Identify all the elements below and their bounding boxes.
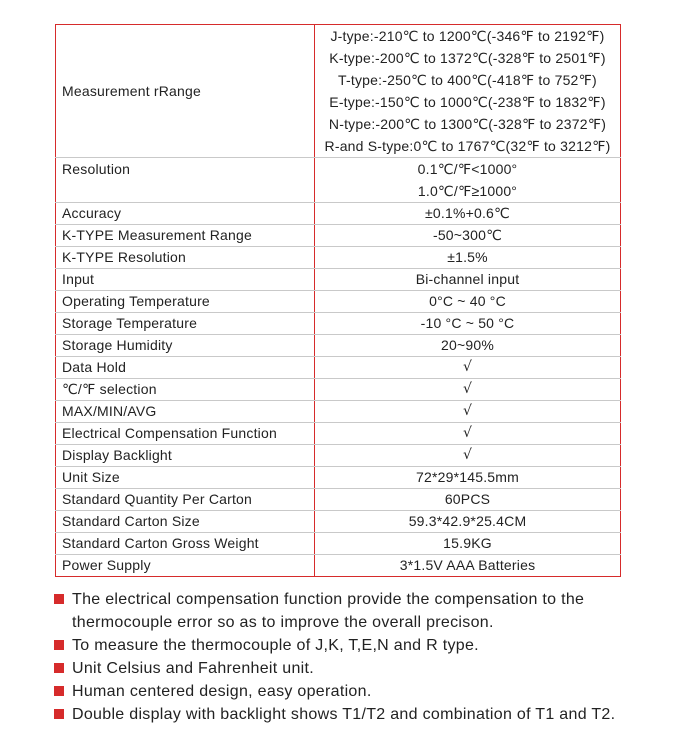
range-line: T-type:-250℃ to 400℃(-418℉ to 752℉) (338, 72, 597, 88)
spec-row (56, 401, 621, 423)
spec-label: K-TYPE Measurement Range (56, 225, 315, 247)
spec-row (56, 467, 621, 489)
resolution-line: 1.0℃/℉≥1000° (417, 183, 518, 199)
feature-text: Human centered design, easy operation. (72, 683, 372, 700)
spec-value: 3*1.5V AAA Batteries (315, 555, 621, 577)
spec-row (56, 225, 621, 247)
spec-row (56, 291, 621, 313)
spec-label: Storage Temperature (56, 313, 315, 335)
check-mark: √ (315, 401, 621, 423)
spec-label: Accuracy (56, 203, 315, 225)
spec-row (56, 423, 621, 445)
spec-label: ℃/℉ selection (56, 379, 315, 401)
feature-text: Unit Celsius and Fahrenheit unit. (72, 660, 315, 677)
check-mark: √ (315, 423, 621, 445)
feature-text: The electrical compensation function provide the compensation to the thermocouple error so as to improve the overall precison. (72, 591, 585, 631)
spec-row (56, 269, 621, 291)
spec-label: Unit Size (56, 467, 315, 489)
feature-text: Double display with backlight shows T1/T2 and combination of T1 and T2. (72, 706, 616, 723)
square-bullet-icon (54, 594, 64, 604)
spec-row (56, 489, 621, 511)
feature-list (54, 588, 654, 726)
spec-value (315, 158, 621, 203)
spec-label: Standard Carton Gross Weight (56, 533, 315, 555)
spec-row (56, 445, 621, 467)
feature-item (54, 657, 654, 680)
spec-label: Standard Quantity Per Carton (56, 489, 315, 511)
square-bullet-icon (54, 663, 64, 673)
spec-row (56, 247, 621, 269)
spec-value: ±0.1%+0.6℃ (315, 203, 621, 225)
spec-label: Measurement rRange (56, 25, 315, 158)
spec-row (56, 203, 621, 225)
feature-item (54, 634, 654, 657)
square-bullet-icon (54, 640, 64, 650)
spec-row-measurement-range (56, 25, 621, 158)
feature-item (54, 680, 654, 703)
range-line: K-type:-200℃ to 1372℃(-328℉ to 2501℉) (329, 50, 606, 66)
range-line: R-and S-type:0℃ to 1767℃(32℉ to 3212℉) (324, 138, 611, 154)
spec-label: Display Backlight (56, 445, 315, 467)
spec-value: 60PCS (315, 489, 621, 511)
spec-value: Bi-channel input (315, 269, 621, 291)
spec-row (56, 511, 621, 533)
spec-label: Power Supply (56, 555, 315, 577)
spec-value: 20~90% (315, 335, 621, 357)
check-mark: √ (315, 357, 621, 379)
spec-value: 72*29*145.5mm (315, 467, 621, 489)
spec-value: ±1.5% (315, 247, 621, 269)
spec-row (56, 313, 621, 335)
spec-value: 0°C ~ 40 °C (315, 291, 621, 313)
spec-table (55, 24, 621, 577)
range-line: J-type:-210℃ to 1200℃(-346℉ to 2192℉) (330, 28, 605, 44)
spec-label: Data Hold (56, 357, 315, 379)
spec-value: -50~300℃ (315, 225, 621, 247)
resolution-line: 0.1℃/℉<1000° (417, 161, 518, 177)
spec-row (56, 533, 621, 555)
spec-value: -10 °C ~ 50 °C (315, 313, 621, 335)
spec-label: Operating Temperature (56, 291, 315, 313)
spec-row (56, 335, 621, 357)
feature-item (54, 703, 654, 726)
check-mark: √ (315, 445, 621, 467)
spec-row (56, 555, 621, 577)
spec-row (56, 379, 621, 401)
spec-value (315, 25, 621, 158)
spec-label: Storage Humidity (56, 335, 315, 357)
spec-label: Resolution (56, 158, 315, 203)
feature-item (54, 588, 654, 634)
feature-text: To measure the thermocouple of J,K, T,E,N and R type. (72, 637, 479, 654)
range-line: N-type:-200℃ to 1300℃(-328℉ to 2372℉) (328, 116, 607, 132)
spec-row-resolution (56, 158, 621, 203)
spec-row (56, 357, 621, 379)
spec-label: Electrical Compensation Function (56, 423, 315, 445)
spec-value: 59.3*42.9*25.4CM (315, 511, 621, 533)
spec-label: Input (56, 269, 315, 291)
square-bullet-icon (54, 686, 64, 696)
range-line: E-type:-150℃ to 1000℃(-238℉ to 1832℉) (329, 94, 606, 110)
spec-label: K-TYPE Resolution (56, 247, 315, 269)
check-mark: √ (315, 379, 621, 401)
spec-label: MAX/MIN/AVG (56, 401, 315, 423)
spec-label: Standard Carton Size (56, 511, 315, 533)
spec-value: 15.9KG (315, 533, 621, 555)
square-bullet-icon (54, 709, 64, 719)
